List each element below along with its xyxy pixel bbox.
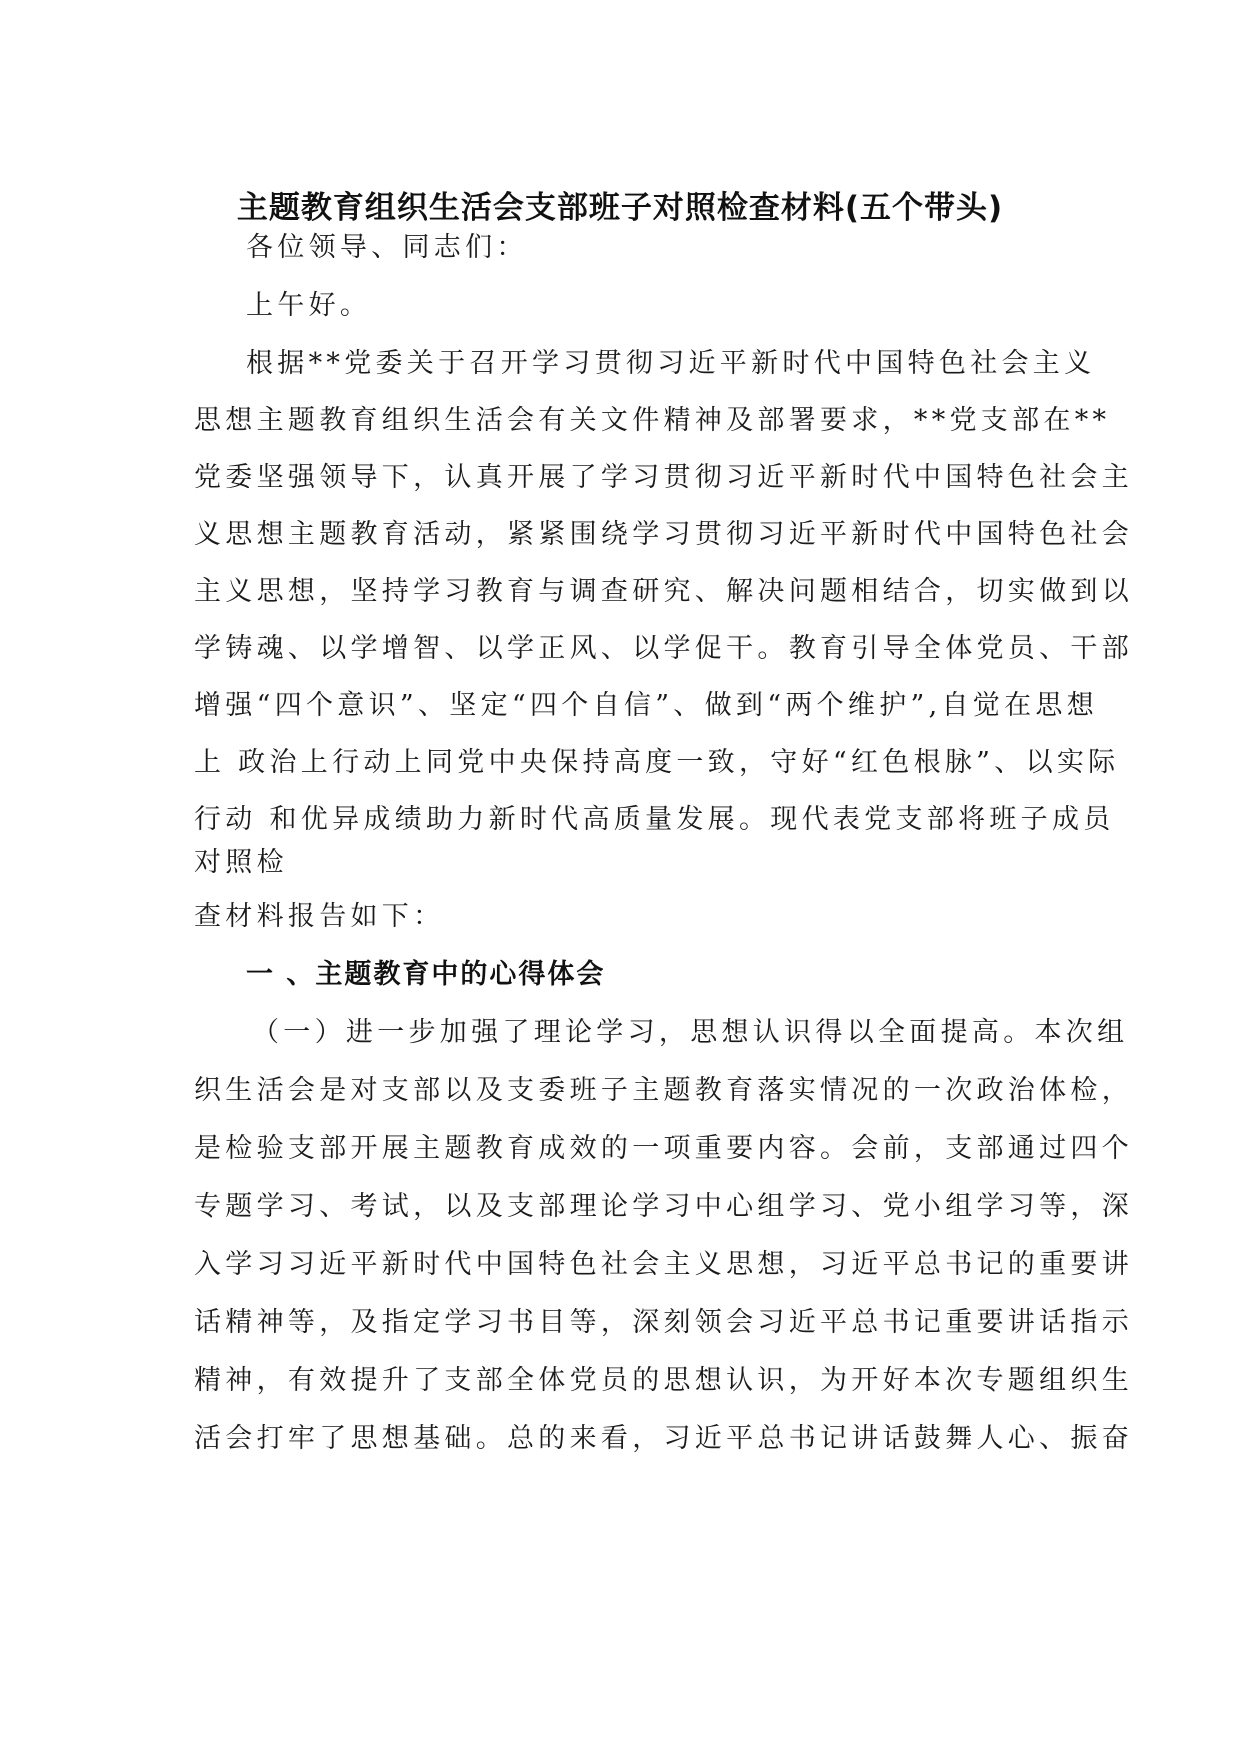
intro-line: 增强“四个意识”、坚定“四个自信”、做到“两个维护”,自觉在思想: [194, 690, 1099, 721]
document-title: 主题教育组织生活会支部班子对照检查材料(五个带头): [236, 190, 1004, 226]
greeting: 上午好。: [246, 290, 372, 321]
intro-line: 查材料报告如下：: [194, 901, 445, 932]
intro-line: 学铸魂、以学增智、以学正风、以学促干。教育引导全体党员、干部: [194, 633, 1133, 664]
section-heading: 一 、主题教育中的心得体会: [246, 959, 606, 990]
intro-line: 义思想主题教育活动，紧紧围绕学习贯彻习近平新时代中国特色社会: [194, 519, 1133, 550]
body-line: 话精神等，及指定学习书目等，深刻领会习近平总书记重要讲话指示: [194, 1307, 1133, 1338]
salutation: 各位领导、同志们：: [246, 232, 528, 263]
intro-line: 上 政治上行动上同党中央保持高度一致，守好“红色根脉”、以实际: [194, 747, 1120, 778]
body-line: （一）进一步加强了理论学习，思想认识得以全面提高。本次组: [252, 1017, 1129, 1048]
intro-line: 主义思想，坚持学习教育与调查研究、解决问题相结合，切实做到以: [194, 576, 1133, 607]
body-line: 活会打牢了思想基础。总的来看，习近平总书记讲话鼓舞人心、振奋: [194, 1423, 1133, 1454]
intro-line: 行动 和优异成绩助力新时代高质量发展。现代表党支部将班子成员: [194, 804, 1115, 835]
body-line: 专题学习、考试，以及支部理论学习中心组学习、党小组学习等，深: [194, 1191, 1133, 1222]
intro-line: 根据**党委关于召开学习贯彻习近平新时代中国特色社会主义: [246, 348, 1096, 379]
body-line: 织生活会是对支部以及支委班子主题教育落实情况的一次政治体检，: [194, 1075, 1133, 1106]
intro-line: 对照检: [194, 847, 288, 878]
body-line: 是检验支部开展主题教育成效的一项重要内容。会前，支部通过四个: [194, 1133, 1133, 1164]
body-line: 精神，有效提升了支部全体党员的思想认识，为开好本次专题组织生: [194, 1365, 1133, 1396]
body-line: 入学习习近平新时代中国特色社会主义思想，习近平总书记的重要讲: [194, 1249, 1133, 1280]
intro-line: 党委坚强领导下，认真开展了学习贯彻习近平新时代中国特色社会主: [194, 462, 1133, 493]
intro-line: 思想主题教育组织生活会有关文件精神及部署要求，**党支部在**: [194, 405, 1111, 436]
